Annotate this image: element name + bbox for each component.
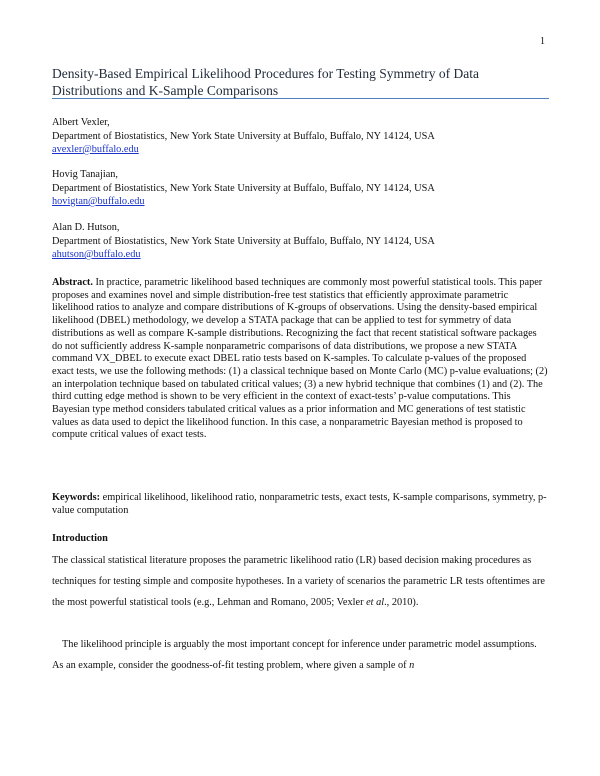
intro-text: The classical statistical literature proposes the parametric likelihood ratio (LR) based decision making procedures as techniques for testing simple and composite hypotheses. In a variety of scenarios the parametric LR tests oftentimes are the most powerful statistical tools (e.g., Lehman and Romano, 2005; Vexler xyxy=(52,555,545,608)
page-number: 1 xyxy=(540,36,545,47)
keywords-label: Keywords: xyxy=(52,492,101,503)
title-divider xyxy=(52,98,549,99)
intro-variable: n xyxy=(409,660,415,671)
author-name: Hovig Tanajian, xyxy=(52,169,119,180)
author-name: Albert Vexler, xyxy=(52,117,110,128)
author-email-link[interactable]: avexler@buffalo.edu xyxy=(52,144,139,155)
author-affiliation: Department of Biostatistics, New York State University at Buffalo, Buffalo, NY 14124, USA xyxy=(52,130,435,142)
author-block xyxy=(52,116,435,157)
intro-text: The likelihood principle is arguably the most important concept for inference under parametric model assumptions. As an example, consider the goodness-of-fit testing problem, where given a sample of xyxy=(52,639,537,671)
keywords xyxy=(52,492,549,517)
paper-title: Density-Based Empirical Likelihood Procedures for Testing Symmetry of Data Distributions and K-Sample Comparisons xyxy=(52,66,479,98)
author-name: Alan D. Hutson, xyxy=(52,222,120,233)
author-block xyxy=(52,168,435,209)
author-block xyxy=(52,221,435,262)
abstract-label: Abstract. xyxy=(52,277,93,288)
author-email-link[interactable]: ahutson@buffalo.edu xyxy=(52,249,141,260)
intro-paragraph xyxy=(52,550,549,613)
intro-text-end: ., 2010). xyxy=(384,597,419,608)
intro-etal: et al xyxy=(366,597,385,608)
author-email-link[interactable]: hovigtan@buffalo.edu xyxy=(52,196,145,207)
section-heading-introduction: Introduction xyxy=(52,533,108,544)
keywords-text: empirical likelihood, likelihood ratio, nonparametric tests, exact tests, K-sample comparisons, symmetry, p-value computation xyxy=(52,492,547,516)
abstract xyxy=(52,277,549,442)
intro-paragraph xyxy=(52,634,549,676)
author-affiliation: Department of Biostatistics, New York State University at Buffalo, Buffalo, NY 14124, USA xyxy=(52,182,435,194)
author-affiliation: Department of Biostatistics, New York State University at Buffalo, Buffalo, NY 14124, USA xyxy=(52,235,435,247)
abstract-text: In practice, parametric likelihood based techniques are commonly most powerful statistical tools. This paper proposes and examines novel and simple distribution-free test statistics that efficiently approximate parametric likelihood ratios to analyze and compare distributions of K-groups of observations. Using the density-based empirical likelihood (DBEL) methodology, we develop a STATA package that can be applied to test for symmetry of data distributions as well as compare K-sample distributions. Recognizing the fact that recent statistical software packages do not sufficiently address K-sample nonparametric comparisons of data distributions, we propose a new STATA command VX_DBEL to execute exact DBEL ratio tests based on K-samples. To calculate p-values of the proposed exact tests, we use the following methods: (1) a classical technique based on Monte Carlo (MC) p-value evaluations; (2) an interpolation technique based on tabulated critical values; (3) a new hybrid technique that combines (1) and (2). The third cutting edge method is shown to be very efficient in the context of exact-tests’ p-value computations. This Bayesian type method considers tabulated critical values as a prior information and MC generations of test statistic values as data used to depict the likelihood function. In this case, a nonparametric Bayesian method is proposed to compute critical values of exact tests. xyxy=(52,277,548,441)
